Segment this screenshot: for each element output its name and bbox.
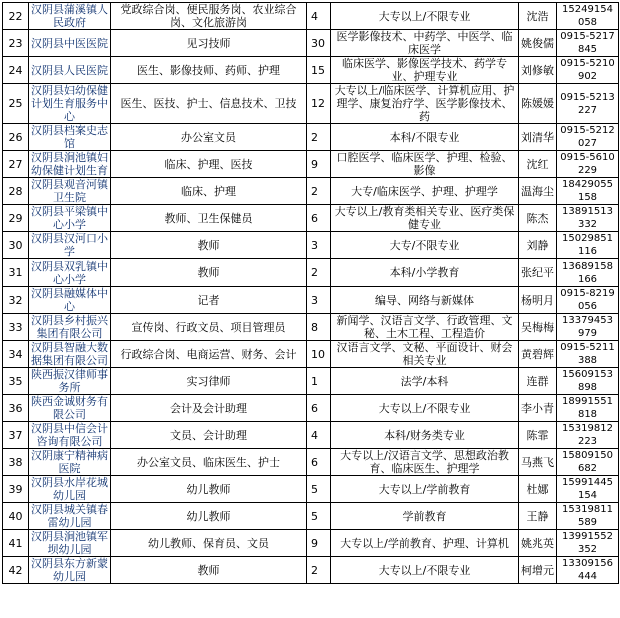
- table-row: [3, 259, 619, 287]
- employer-cell: 汉阴县人民医院: [29, 57, 111, 84]
- phone-cell: 15991445154: [557, 476, 619, 503]
- phone-cell: 0915-5213227: [557, 84, 619, 124]
- position-cell: 幼儿教师: [111, 503, 307, 530]
- contact-person-cell: 姚兆英: [519, 530, 557, 557]
- requirement-cell: 大专/不限专业: [331, 232, 519, 259]
- contact-person-cell: 陈媛媛: [519, 84, 557, 124]
- table-row: [3, 205, 619, 232]
- table-row: [3, 314, 619, 341]
- contact-person-cell: 连群: [519, 368, 557, 395]
- row-number: 29: [3, 205, 29, 232]
- row-number: 40: [3, 503, 29, 530]
- headcount-cell: 30: [307, 30, 331, 57]
- employer-cell: 汉阴县智融大数据集团有限公司: [29, 341, 111, 368]
- position-cell: 文员、会计助理: [111, 422, 307, 449]
- requirement-cell: 口腔医学、临床医学、护理、检验、影像: [331, 151, 519, 178]
- requirement-cell: 医学影像技术、中药学、中医学、临床医学: [331, 30, 519, 57]
- employer-cell: 汉阴康宁精神病医院: [29, 449, 111, 476]
- employer-cell: 汉阴县蒲溪镇人民政府: [29, 3, 111, 30]
- row-number: 22: [3, 3, 29, 30]
- headcount-cell: 1: [307, 368, 331, 395]
- headcount-cell: 12: [307, 84, 331, 124]
- headcount-cell: 4: [307, 422, 331, 449]
- contact-person-cell: 陈霏: [519, 422, 557, 449]
- contact-person-cell: 李小青: [519, 395, 557, 422]
- phone-cell: 13309156444: [557, 557, 619, 584]
- row-number: 33: [3, 314, 29, 341]
- requirement-cell: 大专以上/学前教育、护理、计算机: [331, 530, 519, 557]
- requirement-cell: 大专以上/教育类相关专业、医疗类保健专业: [331, 205, 519, 232]
- phone-cell: 15029851116: [557, 232, 619, 259]
- row-number: 39: [3, 476, 29, 503]
- phone-cell: 0915-5210902: [557, 57, 619, 84]
- table-row: [3, 30, 619, 57]
- position-cell: 教师: [111, 557, 307, 584]
- position-cell: 办公室文员: [111, 124, 307, 151]
- requirement-cell: 大专以上/不限专业: [331, 395, 519, 422]
- phone-cell: 13991552352: [557, 530, 619, 557]
- headcount-cell: 8: [307, 314, 331, 341]
- table-row: [3, 557, 619, 584]
- phone-cell: 13689158166: [557, 259, 619, 287]
- phone-cell: 18991551818: [557, 395, 619, 422]
- row-number: 31: [3, 259, 29, 287]
- table-row: [3, 476, 619, 503]
- headcount-cell: 2: [307, 124, 331, 151]
- headcount-cell: 10: [307, 341, 331, 368]
- position-cell: 幼儿教师: [111, 476, 307, 503]
- table-row: [3, 503, 619, 530]
- position-cell: 临床、护理、医技: [111, 151, 307, 178]
- headcount-cell: 3: [307, 232, 331, 259]
- phone-cell: 15809150682: [557, 449, 619, 476]
- position-cell: 见习技师: [111, 30, 307, 57]
- row-number: 32: [3, 287, 29, 314]
- row-number: 23: [3, 30, 29, 57]
- contact-person-cell: 刘清华: [519, 124, 557, 151]
- table-row: [3, 368, 619, 395]
- row-number: 38: [3, 449, 29, 476]
- row-number: 25: [3, 84, 29, 124]
- requirement-cell: 大专以上/不限专业: [331, 557, 519, 584]
- headcount-cell: 3: [307, 287, 331, 314]
- table-row: [3, 449, 619, 476]
- row-number: 30: [3, 232, 29, 259]
- employer-cell: 汉阴县汉河口小学: [29, 232, 111, 259]
- phone-cell: 0915-8219056: [557, 287, 619, 314]
- contact-person-cell: 王静: [519, 503, 557, 530]
- employer-cell: 汉阴县城关镇春雷幼儿园: [29, 503, 111, 530]
- contact-person-cell: 杨明月: [519, 287, 557, 314]
- position-cell: 医生、影像技师、药师、护理: [111, 57, 307, 84]
- table-row: [3, 395, 619, 422]
- position-cell: 教师、卫生保健员: [111, 205, 307, 232]
- table-row: [3, 84, 619, 124]
- position-cell: 宣传岗、行政文员、项目管理员: [111, 314, 307, 341]
- table-row: [3, 422, 619, 449]
- requirement-cell: 编导、网络与新媒体: [331, 287, 519, 314]
- position-cell: 医生、医技、护士、信息技术、卫技: [111, 84, 307, 124]
- requirement-cell: 大专以上/学前教育: [331, 476, 519, 503]
- employer-cell: 汉阴县涧池镇军坝幼儿园: [29, 530, 111, 557]
- headcount-cell: 5: [307, 476, 331, 503]
- requirement-cell: 本科/不限专业: [331, 124, 519, 151]
- headcount-cell: 4: [307, 3, 331, 30]
- table-row: [3, 232, 619, 259]
- table-row: [3, 151, 619, 178]
- table-row: [3, 341, 619, 368]
- row-number: 41: [3, 530, 29, 557]
- position-cell: 党政综合岗、便民服务岗、农业综合岗、文化旅游岗: [111, 3, 307, 30]
- contact-person-cell: 刘修敏: [519, 57, 557, 84]
- employer-cell: 汉阴县平梁镇中心小学: [29, 205, 111, 232]
- employer-cell: 汉阴县水岸花城幼儿园: [29, 476, 111, 503]
- employer-cell: 汉阴县双乳镇中心小学: [29, 259, 111, 287]
- employer-cell: 汉阴县妇幼保健计划生育服务中心: [29, 84, 111, 124]
- employer-cell: 汉阴县观音河镇卫生院: [29, 178, 111, 205]
- row-number: 24: [3, 57, 29, 84]
- position-cell: 办公室文员、临床医生、护士: [111, 449, 307, 476]
- requirement-cell: 法学/本科: [331, 368, 519, 395]
- contact-person-cell: 刘静: [519, 232, 557, 259]
- requirement-cell: 汉语言文学、文秘、平面设计、财会相关专业: [331, 341, 519, 368]
- headcount-cell: 6: [307, 449, 331, 476]
- phone-cell: 15319811589: [557, 503, 619, 530]
- requirement-cell: 临床医学、影像医学技术、药学专业、护理专业: [331, 57, 519, 84]
- phone-cell: 15319812223: [557, 422, 619, 449]
- position-cell: 行政综合岗、电商运营、财务、会计: [111, 341, 307, 368]
- employer-cell: 陕西金诚财务有限公司: [29, 395, 111, 422]
- row-number: 27: [3, 151, 29, 178]
- row-number: 26: [3, 124, 29, 151]
- recruitment-table: [2, 2, 619, 584]
- contact-person-cell: 吴梅梅: [519, 314, 557, 341]
- requirement-cell: 大专以上/临床医学、计算机应用、护理学、康复治疗学、医学影像技术、药: [331, 84, 519, 124]
- headcount-cell: 15: [307, 57, 331, 84]
- position-cell: 教师: [111, 259, 307, 287]
- phone-cell: 15249154058: [557, 3, 619, 30]
- headcount-cell: 9: [307, 151, 331, 178]
- contact-person-cell: 陈杰: [519, 205, 557, 232]
- employer-cell: 汉阴县中医医院: [29, 30, 111, 57]
- position-cell: 临床、护理: [111, 178, 307, 205]
- position-cell: 记者: [111, 287, 307, 314]
- contact-person-cell: 沈浩: [519, 3, 557, 30]
- requirement-cell: 新闻学、汉语言文学、行政管理、文秘、土木工程、工程造价: [331, 314, 519, 341]
- table-body: [3, 3, 619, 584]
- row-number: 35: [3, 368, 29, 395]
- headcount-cell: 6: [307, 205, 331, 232]
- contact-person-cell: 温海尘: [519, 178, 557, 205]
- contact-person-cell: 张纪平: [519, 259, 557, 287]
- table-row: [3, 57, 619, 84]
- headcount-cell: 5: [307, 503, 331, 530]
- row-number: 36: [3, 395, 29, 422]
- headcount-cell: 6: [307, 395, 331, 422]
- table-row: [3, 287, 619, 314]
- requirement-cell: 大专/临床医学、护理、护理学: [331, 178, 519, 205]
- contact-person-cell: 杜娜: [519, 476, 557, 503]
- position-cell: 会计及会计助理: [111, 395, 307, 422]
- row-number: 34: [3, 341, 29, 368]
- table-row: [3, 3, 619, 30]
- employer-cell: 汉阴县中信会计咨询有限公司: [29, 422, 111, 449]
- table-row: [3, 530, 619, 557]
- phone-cell: 13891513332: [557, 205, 619, 232]
- table-row: [3, 178, 619, 205]
- requirement-cell: 本科/小学教育: [331, 259, 519, 287]
- requirement-cell: 学前教育: [331, 503, 519, 530]
- requirement-cell: 大专以上/汉语言文学、思想政治教育、临床医生、护理学: [331, 449, 519, 476]
- phone-cell: 0915-5211388: [557, 341, 619, 368]
- employer-cell: 汉阴县东方新蒙幼儿园: [29, 557, 111, 584]
- headcount-cell: 2: [307, 259, 331, 287]
- position-cell: 实习律师: [111, 368, 307, 395]
- row-number: 28: [3, 178, 29, 205]
- employer-cell: 汉阴县乡村振兴集团有限公司: [29, 314, 111, 341]
- phone-cell: 0915-5217845: [557, 30, 619, 57]
- row-number: 37: [3, 422, 29, 449]
- employer-cell: 汉阴县融媒体中心: [29, 287, 111, 314]
- employer-cell: 陕西振汉律师事务所: [29, 368, 111, 395]
- phone-cell: 13379453979: [557, 314, 619, 341]
- headcount-cell: 2: [307, 178, 331, 205]
- table-row: [3, 124, 619, 151]
- position-cell: 幼儿教师、保育员、文员: [111, 530, 307, 557]
- contact-person-cell: 黄碧辉: [519, 341, 557, 368]
- phone-cell: 15609153898: [557, 368, 619, 395]
- contact-person-cell: 沈红: [519, 151, 557, 178]
- requirement-cell: 大专以上/不限专业: [331, 3, 519, 30]
- employer-cell: 汉阴县涧池镇妇幼保健计划生育: [29, 151, 111, 178]
- contact-person-cell: 姚俊儒: [519, 30, 557, 57]
- row-number: 42: [3, 557, 29, 584]
- employer-cell: 汉阴县档案史志馆: [29, 124, 111, 151]
- phone-cell: 0915-5212027: [557, 124, 619, 151]
- requirement-cell: 本科/财务类专业: [331, 422, 519, 449]
- headcount-cell: 2: [307, 557, 331, 584]
- position-cell: 教师: [111, 232, 307, 259]
- contact-person-cell: 柯增元: [519, 557, 557, 584]
- phone-cell: 18429055158: [557, 178, 619, 205]
- headcount-cell: 9: [307, 530, 331, 557]
- phone-cell: 0915-5610229: [557, 151, 619, 178]
- contact-person-cell: 马燕飞: [519, 449, 557, 476]
